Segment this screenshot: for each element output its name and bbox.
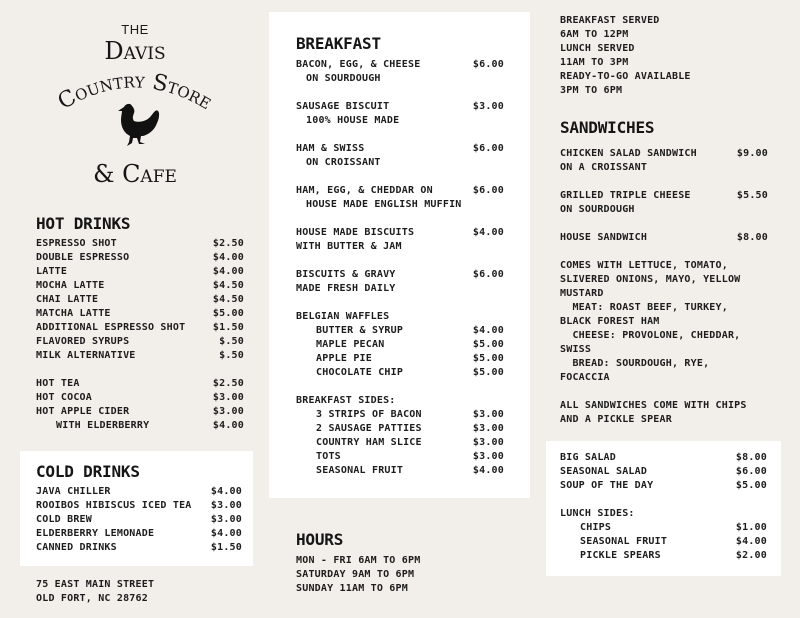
logo xyxy=(30,15,240,200)
salads-panel xyxy=(546,441,781,576)
menu-item: ESPRESSO SHOT $2.50 xyxy=(36,238,244,249)
menu-item: LATTE $4.00 xyxy=(36,266,244,277)
cold-drinks-title: COLD DRINKS xyxy=(36,462,140,481)
hours-title: HOURS xyxy=(296,530,344,549)
menu-item-sub: ON CROISSANT xyxy=(306,157,381,168)
menu-item: HOT APPLE CIDER $3.00 xyxy=(36,406,244,417)
menu-item: ELDERBERRY LEMONADE $4.00 xyxy=(36,528,242,539)
menu-item: CHOCOLATE CHIP $5.00 xyxy=(316,367,504,378)
sandwich-detail: CHEESE: PROVOLONE, CHEDDAR, xyxy=(560,330,741,341)
svg-text:Country Store: Country Store xyxy=(53,68,217,115)
service-time-line: 6AM TO 12PM xyxy=(560,29,629,40)
menu-item: HOT COCOA $3.00 xyxy=(36,392,244,403)
service-time-line: 11AM TO 3PM xyxy=(560,57,629,68)
menu-item: HOUSE MADE BISCUITS $4.00 xyxy=(296,227,504,238)
menu-item: HAM & SWISS $6.00 xyxy=(296,143,504,154)
menu-item: MATCHA LATTE $5.00 xyxy=(36,308,244,319)
menu-item-sub: HOUSE MADE ENGLISH MUFFIN xyxy=(306,199,462,210)
sandwiches-section xyxy=(560,118,768,427)
menu-item: WITH ELDERBERRY $4.00 xyxy=(56,420,244,431)
menu-item-sub: ON A CROISSANT xyxy=(560,162,648,173)
menu-item: COLD BREW $3.00 xyxy=(36,514,242,525)
breakfast-sides-label: BREAKFAST SIDES: xyxy=(296,395,396,406)
menu-item: CHIPS $1.00 xyxy=(580,522,767,533)
menu-item: CHAI LATTE $4.50 xyxy=(36,294,244,305)
menu-item: BISCUITS & GRAVY $6.00 xyxy=(296,269,504,280)
menu-item: ADDITIONAL ESPRESSO SHOT $1.50 xyxy=(36,322,244,333)
address-line1: 75 EAST MAIN STREET xyxy=(36,579,155,590)
sandwich-detail: MUSTARD xyxy=(560,288,604,299)
menu-item: DOUBLE ESPRESSO $4.00 xyxy=(36,252,244,263)
hot-drinks-title: HOT DRINKS xyxy=(36,214,131,233)
menu-item: MOCHA LATTE $4.50 xyxy=(36,280,244,291)
sandwiches-title: SANDWICHES xyxy=(560,118,655,137)
menu-item: HOUSE SANDWICH $8.00 xyxy=(560,232,768,243)
sandwich-detail: BREAD: SOURDOUGH, RYE, xyxy=(560,358,710,369)
menu-item: MAPLE PECAN $5.00 xyxy=(316,339,504,350)
menu-item: GRILLED TRIPLE CHEESE $5.50 xyxy=(560,190,768,201)
menu-item: HAM, EGG, & CHEDDAR ON $6.00 xyxy=(296,185,504,196)
address-line2: OLD FORT, NC 28762 xyxy=(36,593,148,604)
hours-line: SUNDAY 11AM TO 6PM xyxy=(296,583,408,594)
menu-item: BIG SALAD $8.00 xyxy=(560,452,767,463)
logo-cafe: & Cafe xyxy=(93,160,177,188)
logo-the: THE xyxy=(121,22,149,37)
lunch-sides-label: LUNCH SIDES: xyxy=(560,508,635,519)
menu-item: PICKLE SPEARS $2.00 xyxy=(580,550,767,561)
hot-drinks-section xyxy=(36,214,244,433)
menu-item: HOT TEA $2.50 xyxy=(36,378,244,389)
hours-line: MON - FRI 6AM TO 6PM xyxy=(296,555,421,566)
menu-item: COUNTRY HAM SLICE $3.00 xyxy=(316,437,504,448)
menu-item: TOTS $3.00 xyxy=(316,451,504,462)
menu-item-sub: 100% HOUSE MADE xyxy=(306,115,400,126)
service-time-line: READY-TO-GO AVAILABLE xyxy=(560,71,691,82)
sandwich-detail: BLACK FOREST HAM xyxy=(560,316,660,327)
menu-item: CHICKEN SALAD SANDWICH $9.00 xyxy=(560,148,768,159)
logo-arc-text xyxy=(30,55,240,165)
menu-item: SOUP OF THE DAY $5.00 xyxy=(560,480,767,491)
menu-item: BUTTER & SYRUP $4.00 xyxy=(316,325,504,336)
menu-item: CANNED DRINKS $1.50 xyxy=(36,542,242,553)
waffles-label: BELGIAN WAFFLES xyxy=(296,311,390,322)
sandwich-note: ALL SANDWICHES COME WITH CHIPS xyxy=(560,400,747,411)
menu-item-sub: ON SOURDOUGH xyxy=(560,204,635,215)
service-time-line: LUNCH SERVED xyxy=(560,43,635,54)
breakfast-panel xyxy=(269,12,530,498)
logo-davis: Davis xyxy=(104,37,166,65)
sandwich-detail: COMES WITH LETTUCE, TOMATO, xyxy=(560,260,728,271)
sandwich-detail: FOCACCIA xyxy=(560,372,610,383)
sandwich-detail: SLIVERED ONIONS, MAYO, YELLOW xyxy=(560,274,741,285)
chicken-icon xyxy=(118,104,159,146)
service-times xyxy=(560,14,770,98)
menu-item: SEASONAL SALAD $6.00 xyxy=(560,466,767,477)
menu-item: SEASONAL FRUIT $4.00 xyxy=(316,465,504,476)
menu-item: 3 STRIPS OF BACON $3.00 xyxy=(316,409,504,420)
menu-item: ROOIBOS HIBISCUS ICED TEA $3.00 xyxy=(36,500,242,511)
hours-line: SATURDAY 9AM TO 6PM xyxy=(296,569,415,580)
menu-item: BACON, EGG, & CHEESE $6.00 xyxy=(296,59,504,70)
menu-item: JAVA CHILLER $4.00 xyxy=(36,486,242,497)
menu-item-sub: WITH BUTTER & JAM xyxy=(296,241,402,252)
menu-item: SEASONAL FRUIT $4.00 xyxy=(580,536,767,547)
service-time-line: BREAKFAST SERVED xyxy=(560,15,660,26)
menu-item-sub: ON SOURDOUGH xyxy=(306,73,381,84)
menu-item: MILK ALTERNATIVE $.50 xyxy=(36,350,244,361)
menu-item: FLAVORED SYRUPS $.50 xyxy=(36,336,244,347)
hours-section xyxy=(296,530,420,596)
sandwich-detail: MEAT: ROAST BEEF, TURKEY, xyxy=(560,302,728,313)
cold-drinks-panel xyxy=(20,451,253,566)
address xyxy=(36,578,154,606)
menu-item: SAUSAGE BISCUIT $3.00 xyxy=(296,101,504,112)
breakfast-title: BREAKFAST xyxy=(296,34,381,53)
sandwich-detail: SWISS xyxy=(560,344,592,355)
service-time-line: 3PM TO 6PM xyxy=(560,85,623,96)
menu-item: 2 SAUSAGE PATTIES $3.00 xyxy=(316,423,504,434)
sandwich-note: AND A PICKLE SPEAR xyxy=(560,414,672,425)
menu-item: APPLE PIE $5.00 xyxy=(316,353,504,364)
menu-item-sub: MADE FRESH DAILY xyxy=(296,283,396,294)
